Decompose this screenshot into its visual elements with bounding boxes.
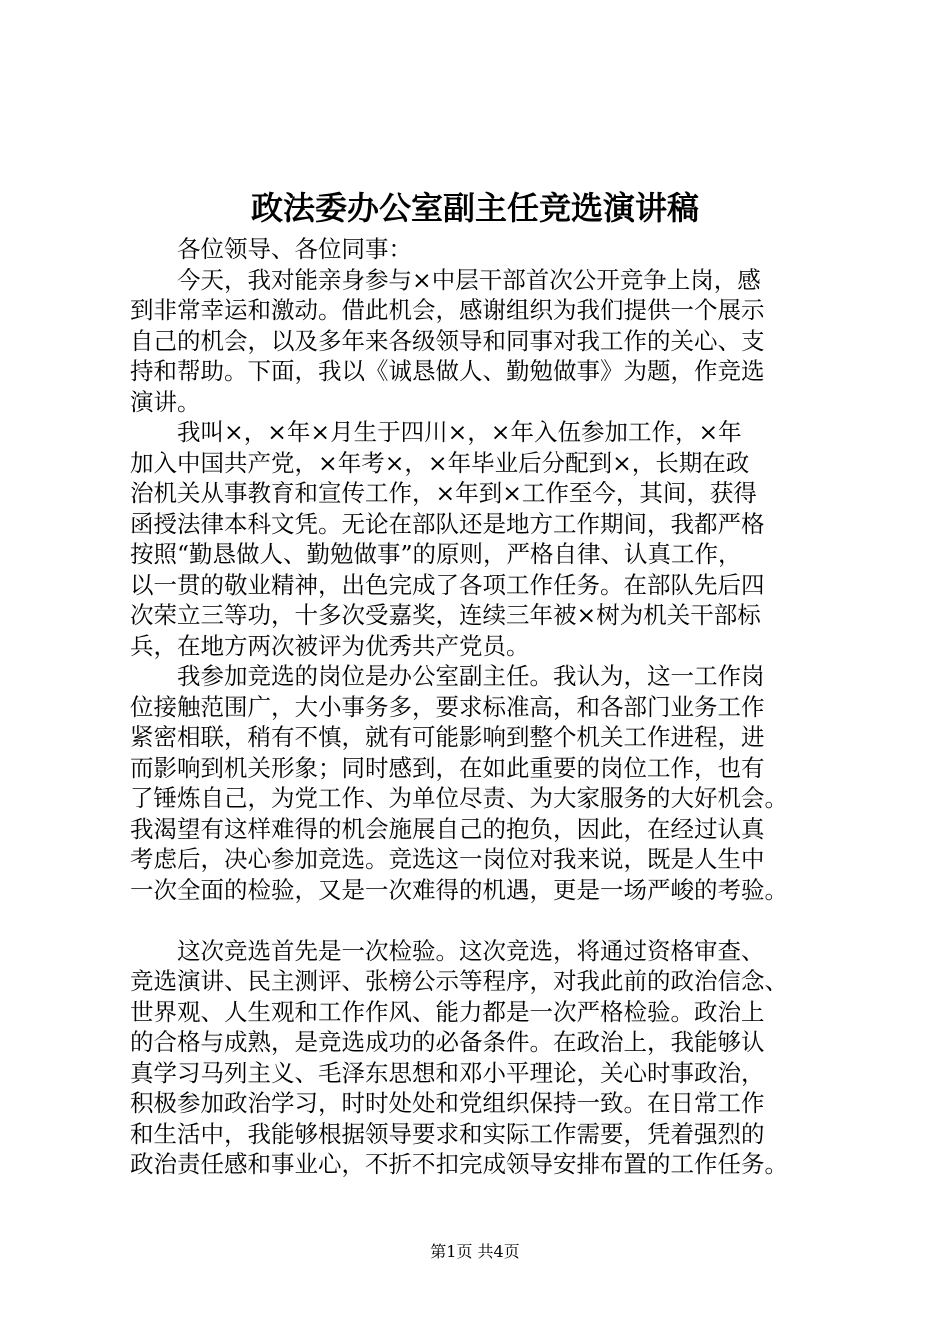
document-body	[130, 234, 855, 1180]
body-line: 治机关从事教育和宣传工作，×年到×工作至今，其间，获得	[130, 479, 757, 507]
body-line: 位接触范围广，大小事务多，要求标准高，和各部门业务工作	[130, 692, 765, 721]
body-line: 各位领导、各位同事：	[130, 235, 412, 263]
document-title: 政法委办公室副主任竞选演讲稿	[250, 189, 699, 227]
body-line: 世界观、人生观和工作作风、能力都是一次严格检验。政治上	[130, 997, 765, 1026]
body-line: 函授法律本科文凭。无论在部队还是地方工作期间，我都严格	[130, 509, 765, 538]
body-line: 按照“勤恳做人、勤勉做事”的原则，严格自律、认真工作，	[130, 540, 742, 568]
body-line: 和生活中，我能够根据领导要求和实际工作需要，凭着强烈的	[130, 1119, 765, 1148]
page-footer: 第1页 共4页	[430, 1242, 520, 1261]
body-line: 到非常幸运和激动。借此机会，感谢组织为我们提供一个展示	[130, 296, 765, 324]
body-line: 紧密相联，稍有不慎，就有可能影响到整个机关工作进程，进	[130, 723, 765, 751]
body-line: 的合格与成熟，是竞选成功的必备条件。在政治上，我能够认	[130, 1028, 765, 1056]
body-line: 次荣立三等功，十多次受嘉奖，连续三年被×树为机关干部标	[130, 601, 761, 629]
body-line: 了锤炼自己，为党工作、为单位尽责、为大家服务的大好机会。	[130, 784, 788, 812]
body-line: 积极参加政治学习，时时处处和党组织保持一致。在日常工作	[130, 1089, 765, 1117]
body-line: 我叫×，×年×月生于四川×，×年入伍参加工作，×年	[130, 418, 742, 446]
body-line: 今天，我对能亲身参与×中层干部首次公开竞争上岗，感	[130, 265, 761, 294]
body-line: 以一贯的敬业精神，出色完成了各项工作任务。在部队先后四	[130, 570, 765, 599]
body-line: 我参加竞选的岗位是办公室副主任。我认为，这一工作岗	[130, 662, 765, 690]
body-line: 竞选演讲、民主测评、张榜公示等程序，对我此前的政治信念、	[130, 967, 788, 995]
body-line: 兵，在地方两次被评为优秀共产党员。	[130, 631, 530, 660]
body-line: 政治责任感和事业心，不折不扣完成领导安排布置的工作任务。	[130, 1150, 788, 1178]
body-line: 加入中国共产党，×年考×，×年毕业后分配到×，长期在政	[130, 448, 750, 477]
body-line: 演讲。	[130, 387, 201, 416]
body-line: 真学习马列主义、毛泽东思想和邓小平理论，关心时事政治，	[130, 1058, 765, 1087]
body-line: 持和帮助。下面，我以《诚恳做人、勤勉做事》为题，作竞选	[130, 357, 765, 385]
body-line: 这次竞选首先是一次检验。这次竞选，将通过资格审查、	[130, 936, 765, 965]
body-line: 考虑后，决心参加竞选。竞选这一岗位对我来说，既是人生中	[130, 845, 765, 873]
body-line: 我渴望有这样难得的机会施展自己的抱负，因此，在经过认真	[130, 814, 765, 843]
blank-line	[130, 905, 855, 936]
body-line: 而影响到机关形象；同时感到，在如此重要的岗位工作，也有	[130, 753, 765, 782]
body-line: 一次全面的检验，又是一次难得的机遇，更是一场严峻的考验。	[130, 875, 788, 904]
body-line: 自己的机会，以及多年来各级领导和同事对我工作的关心、支	[130, 326, 765, 355]
